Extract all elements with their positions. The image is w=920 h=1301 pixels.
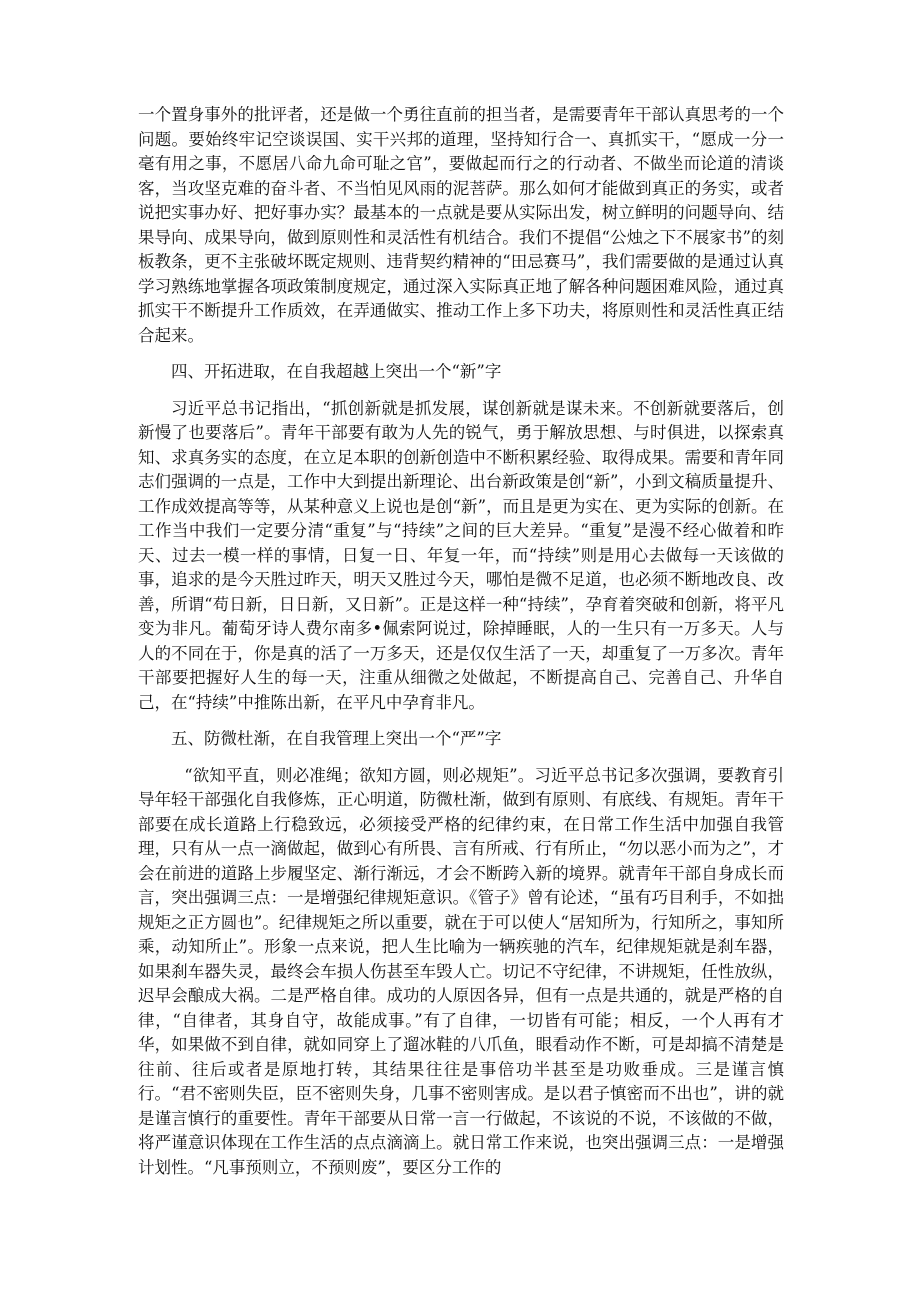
section-heading-4: 四、开拓进取，在自我超越上突出一个“新”字: [171, 362, 502, 381]
document-page: [138, 103, 784, 1180]
body-paragraph-2: 习近平总书记指出，“抓创新就是抓发展，谋创新就是谋未来。不创新就要落后，创新慢了也要落后”。青年干部要有敢为人先的锐气，勇于解放思想、与时俱进，以探索真知、求真务实的态度，在立足本职的创新创造中不断积累经验、取得成果。需要和青年同志们强调的一点是，工作中大到提出新理论、出台新政策是创“新”，小到文稿质量提升、工作成效提高等等，从某种意义上说也是创“新”，而且是更为实在、更为实际的创新。在工作当中我们一定要分清“重复”与“持续”之间的巨大差异。“重复”是漫不经心做着和昨天、过去一模一样的事情，日复一日、年复一年，而“持续”则是用心去做每一天该做的事，追求的是今天胜过昨天，明天又胜过今天，哪怕是微不足道，也必须不断地改良、改善，所谓“苟日新，日日新，又日新”。正是这样一种“持续”，孕育着突破和创新，将平凡变为非凡。葡萄牙诗人费尔南多•佩索阿说过，除掉睡眠，人的一生只有一万多天。人与人的不同在于，你是真的活了一万多天，还是仅仅生活了一天，却重复了一万多次。青年干部要把握好人生的每一天，注重从细微之处做起，不断提高自己、完善自己、升华自己，在“持续”中推陈出新，在平凡中孕育非凡。: [138, 398, 784, 712]
body-paragraph-3: “欲知平直，则必准绳；欲知方圆，则必规矩”。习近平总书记多次强调，要教育引导年轻干部强化自我修炼，正心明道，防微杜渐，做到有原则、有底线、有规矩。青年干部要在成长道路上行稳致远，必须接受严格的纪律约束，在日常工作生活中加强自我管理，只有从一点一滴做起，做到心有所畏、言有所戒、行有所止，“勿以恶小而为之”，才会在前进的道路上步履坚定、渐行渐远，才会不断跨入新的境界。就青年干部自身成长而言，突出强调三点：一是增强纪律规矩意识。《管子》曾有论述，“虽有巧目利手，不如拙规矩之正方圆也”。纪律规矩之所以重要，就在于可以使人“居知所为，行知所之，事知所乘，动知所止”。形象一点来说，把人生比喻为一辆疾驰的汽车，纪律规矩就是刹车器，如果刹车器失灵，最终会车损人伤甚至车毁人亡。切记不守纪律，不讲规矩，任性放纵，迟早会酿成大祸。二是严格自律。成功的人原因各异，但有一点是共通的，就是严格的自律，“自律者，其身自守，故能成事。”有了自律，一切皆有可能；相反，一个人再有才华，如果做不到自律，就如同穿上了遛冰鞋的八爪鱼，眼看动作不断，可是却搞不清楚是往前、往后或者是原地打转，其结果往往是事倍功半甚至是功败垂成。三是谨言慎行。“君不密则失臣，臣不密则失身，几事不密则害成。是以君子慎密而不出也”，讲的就是谨言慎行的重要性。青年干部要从日常一言一行做起，不该说的不说，不该做的不做，将严谨意识体现在工作生活的点点滴滴上。就日常工作来说，也突出强调三点：一是增强计划性。“凡事预则立，不预则废”，要区分工作的: [138, 765, 784, 1177]
body-paragraph-1: 一个置身事外的批评者，还是做一个勇往直前的担当者，是需要青年干部认真思考的一个问题。要始终牢记空谈误国、实干兴邦的道理，坚持知行合一、真抓实干，“愿成一分一毫有用之事，不愿居八命九命可耻之官”，要做起而行之的行动者、不做坐而论道的清谈客，当攻坚克难的奋斗者、不当怕见风雨的泥菩萨。那么如何才能做到真正的务实，或者说把实事办好、把好事办实？最基本的一点就是要从实际出发，树立鲜明的问题导向、结果导向、成果导向，做到原则性和灵活性有机结合。我们不提倡“公烛之下不展家书”的刻板教条，更不主张破坏既定规则、违背契约精神的“田忌赛马”，我们需要做的是通过认真学习熟练地掌握各项政策制度规定，通过深入实际真正地了解各种问题困难风险，通过真抓实干不断提升工作质效，在弄通做实、推动工作上多下功夫，将原则性和灵活性真正结合起来。: [138, 105, 784, 345]
section-heading-5: 五、防微杜渐，在自我管理上突出一个“严”字: [171, 729, 502, 748]
